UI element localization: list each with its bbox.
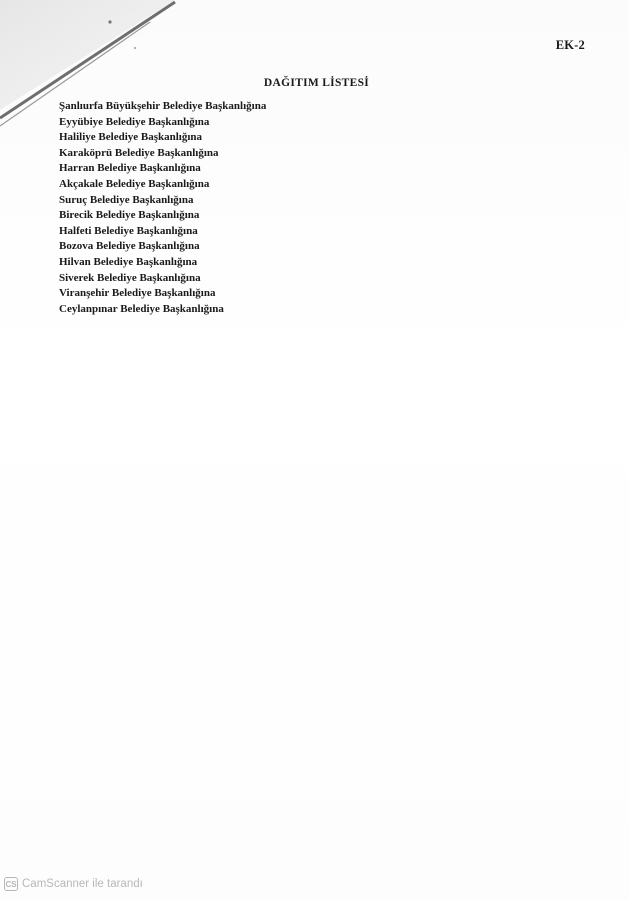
list-item: Karaköprü Belediye Başkanlığına	[59, 146, 219, 159]
list-item: Siverek Belediye Başkanlığına	[59, 271, 201, 284]
list-item: Bozova Belediye Başkanlığına	[59, 240, 200, 253]
list-item: Akçakale Belediye Başkanlığına	[59, 177, 210, 190]
distribution-list	[59, 99, 266, 317]
list-item: Eyyübiye Belediye Başkanlığına	[59, 115, 210, 128]
document-title: DAĞITIM LİSTESİ	[263, 77, 370, 89]
list-item: Şanlıurfa Büyükşehir Belediye Başkanlığına	[59, 100, 267, 112]
camscanner-logo-icon: CS	[4, 877, 18, 891]
list-item: Ceylanpınar Belediye Başkanlığına	[59, 302, 224, 315]
list-item: Haliliye Belediye Başkanlığına	[59, 131, 203, 144]
scanner-watermark	[4, 877, 143, 891]
list-item: Suruç Belediye Başkanlığına	[59, 193, 194, 206]
list-item: Birecik Belediye Başkanlığına	[59, 209, 200, 222]
list-item: Viranşehir Belediye Başkanlığına	[59, 287, 216, 300]
list-item: Halfeti Belediye Başkanlığına	[59, 224, 198, 237]
list-item: Harran Belediye Başkanlığına	[59, 162, 201, 175]
watermark-text: CamScanner ile tarandı	[22, 878, 143, 890]
list-item: Hilvan Belediye Başkanlığına	[59, 255, 198, 268]
annex-label: EK-2	[555, 38, 585, 52]
